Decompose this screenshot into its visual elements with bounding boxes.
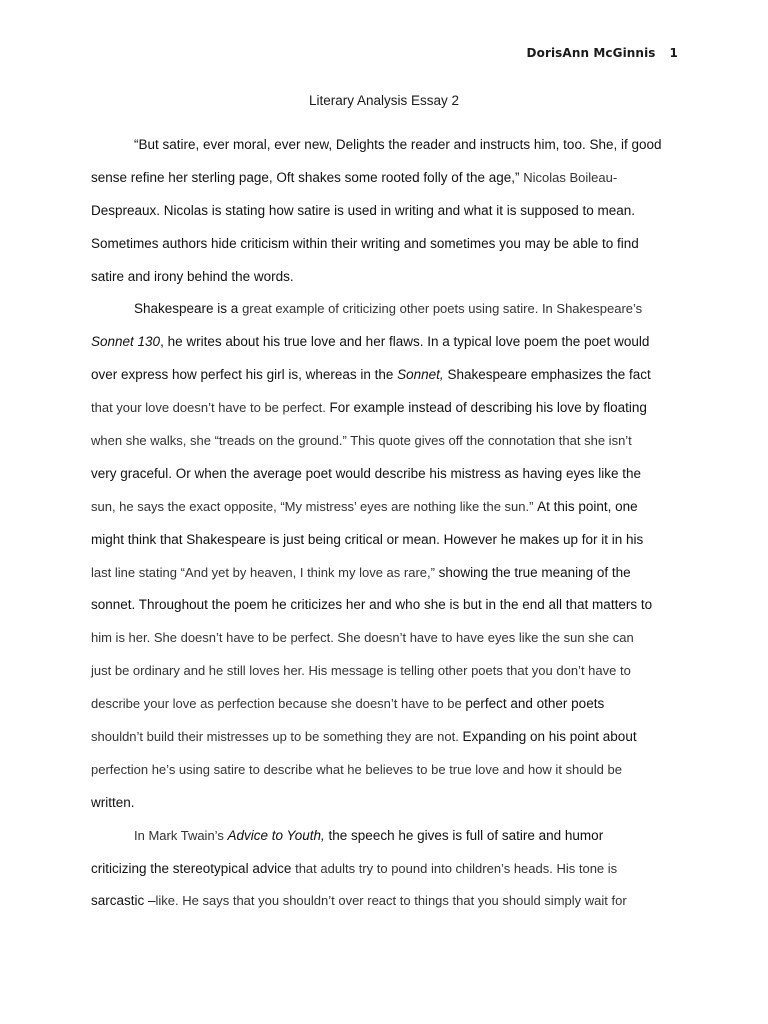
text-line: over express how perfect his girl is, whereas in the Sonnet, Shakespeare emphasizes the fact — [91, 367, 651, 383]
essay-body — [91, 129, 685, 918]
text-line: Despreaux. Nicolas is stating how satire is used in writing and what it is supposed to mean. — [91, 202, 636, 218]
text-line: that your love doesn’t have to be perfect. For example instead of describing his love by floating — [91, 400, 647, 416]
text-line: In Mark Twain’s Advice to Youth, the speech he gives is full of satire and humor — [134, 827, 604, 843]
text-line: sonnet. Throughout the poem he criticizes her and who she is but in the end all that matters to — [91, 597, 653, 613]
text-line: written. — [91, 794, 135, 810]
text-line: shouldn’t build their mistresses up to be something they are not. Expanding on his point about — [91, 729, 637, 745]
text-line: just be ordinary and he still loves her. His message is telling other poets that you don’t have to — [91, 663, 631, 679]
text-line: describe your love as perfection because she doesn’t have to be perfect and other poets — [91, 696, 605, 712]
header-author: DorisAnn McGinnis — [526, 46, 656, 60]
text-line: last line stating “And yet by heaven, I think my love as rare,” showing the true meaning of the — [91, 564, 631, 580]
text-line: criticizing the stereotypical advice that adults try to pound into children’s heads. His tone is — [91, 860, 618, 876]
text-line: Sometimes authors hide criticism within their writing and sometimes you may be able to find — [91, 235, 639, 251]
text-line: Shakespeare is a great example of criticizing other poets using satire. In Shakespeare’s — [134, 301, 643, 317]
text-line: sense refine her sterling page, Oft shakes some rooted folly of the age,” Nicolas Boileau- — [91, 169, 618, 185]
essay-title: Literary Analysis Essay 2 — [308, 93, 460, 108]
text-line: when she walks, she “treads on the ground.” This quote gives off the connotation that she isn’t — [91, 433, 632, 449]
text-line: satire and irony behind the words. — [91, 268, 294, 284]
text-line: might think that Shakespeare is just being critical or mean. However he makes up for it in his — [91, 531, 644, 547]
page-header — [527, 46, 678, 60]
text-line: him is her. She doesn’t have to be perfect. She doesn’t have to have eyes like the sun she can — [91, 630, 634, 646]
text-line: Sonnet 130, he writes about his true love and her flaws. In a typical love poem the poet would — [91, 334, 650, 350]
text-line: sun, he says the exact opposite, “My mistress’ eyes are nothing like the sun.” At this point, one — [91, 498, 638, 514]
text-line: “But satire, ever moral, ever new, Delights the reader and instructs him, too. She, if good — [134, 137, 662, 152]
text-line: very graceful. Or when the average poet would describe his mistress as having eyes like the — [91, 465, 642, 481]
text-line: sarcastic –like. He says that you shouldn’t over react to things that you should simply wait for — [91, 893, 627, 909]
text-line: perfection he’s using satire to describe what he believes to be true love and how it should be — [91, 761, 622, 777]
page-number: 1 — [669, 46, 678, 60]
